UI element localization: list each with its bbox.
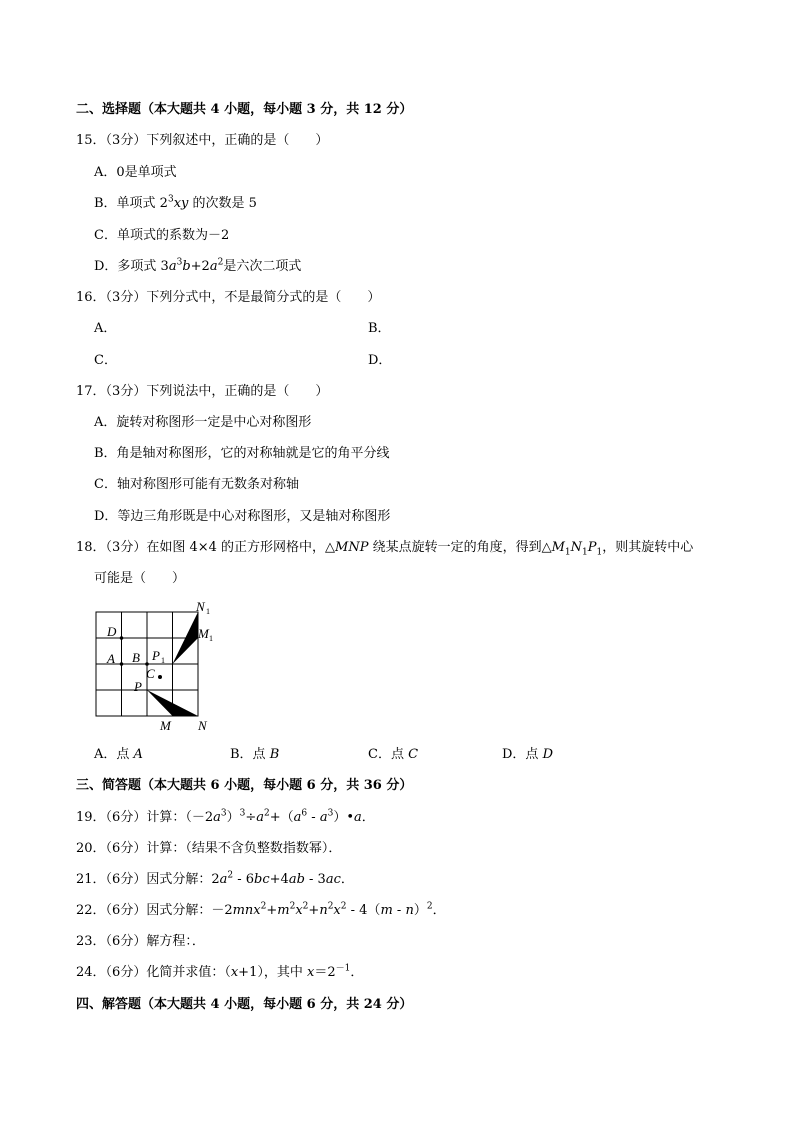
question-16-option-d: D．: [368, 353, 392, 368]
question-18-stem: 18．（3分）在如图 4×4 的正方形网格中，△MNP 绕某点旋转一定的角度，得到$\triangle M_1N_1P_1$，则其旋转中心: [76, 540, 694, 558]
question-18-option-b: B．点 B: [230, 747, 280, 762]
label-m: M: [160, 718, 171, 733]
question-21: 21．（6分）因式分解：$2a^2 - 6bc+4ab - 3ac$．: [76, 870, 354, 887]
question-24: 24．（6分）化简并求值：（x+1），其中 $x=2^{-1}$．: [76, 963, 364, 980]
label-b: B: [132, 650, 140, 665]
question-18-option-d: D．点 D: [502, 747, 553, 762]
question-23: 23．（6分）解方程：．: [76, 934, 205, 949]
question-15-option-d: D．多项式 $3a^3b+2a^2$是六次二项式: [94, 257, 302, 274]
point-a: [120, 662, 124, 666]
question-16-option-c: C．: [94, 353, 117, 368]
question-15-stem: 15．（3分）下列叙述中，正确的是（ ）: [76, 133, 329, 148]
section-heading-3: 三、简答题（本大题共 6 小题，每小题 6 分，共 36 分）: [76, 778, 413, 793]
label-n1-sub: 1: [206, 607, 210, 616]
question-15-option-b: B．单项式 $2^3xy$ 的次数是 5: [94, 194, 257, 211]
label-p1: P: [152, 648, 160, 663]
question-18-option-a: A．点 A: [94, 747, 143, 762]
question-16-option-a: A．: [94, 321, 117, 336]
label-p1-sub: 1: [161, 656, 165, 665]
question-17-option-b: B．角是轴对称图形，它的对称轴就是它的角平分线: [94, 446, 390, 461]
label-n1: N: [196, 599, 205, 614]
label-d: D: [107, 624, 117, 639]
section-heading-4: 四、解答题（本大题共 4 小题，每小题 6 分，共 24 分）: [76, 997, 413, 1012]
label-m1: M: [198, 626, 209, 641]
label-n: N: [198, 718, 207, 733]
label-m1-sub: 1: [209, 634, 213, 643]
label-a: A: [107, 651, 115, 666]
question-18-stem-line2: 可能是（ ）: [94, 571, 186, 586]
question-20: 20．（6分）计算：（结果不含负整数指数幂）．: [76, 841, 342, 856]
point-d: [120, 636, 124, 640]
question-17-stem: 17．（3分）下列说法中，正确的是（ ）: [76, 384, 329, 399]
label-p: P: [134, 679, 142, 694]
question-18-figure: [90, 596, 220, 736]
question-18-option-c: C．点 C: [368, 747, 419, 762]
question-17-option-a: A．旋转对称图形一定是中心对称图形: [94, 415, 312, 430]
question-15-option-c: C．单项式的系数为－2: [94, 228, 230, 243]
question-17-option-c: C．轴对称图形可能有无数条对称轴: [94, 477, 299, 492]
grid-figure: [90, 596, 220, 736]
question-15-option-a: A．0是单项式: [94, 165, 177, 180]
question-17-option-d: D．等边三角形既是中心对称图形，又是轴对称图形: [94, 509, 391, 524]
question-22: 22．（6分）因式分解：$-2mnx^2+m^2x^2+n^2x^2 - 4(m - n)^2$．: [76, 901, 446, 918]
question-16-stem: 16．（3分）下列分式中，不是最简分式的是（ ）: [76, 290, 381, 305]
question-19: 19．（6分）计算：$(-2a^3)^3\div a^2+(a^6$ - $a^3)•a$．: [76, 808, 375, 825]
label-c: C: [146, 666, 155, 681]
section-heading-2: 二、选择题（本大题共 4 小题，每小题 3 分，共 12 分）: [76, 102, 413, 117]
question-16-option-b: B．: [368, 321, 391, 336]
point-c: [158, 675, 162, 679]
